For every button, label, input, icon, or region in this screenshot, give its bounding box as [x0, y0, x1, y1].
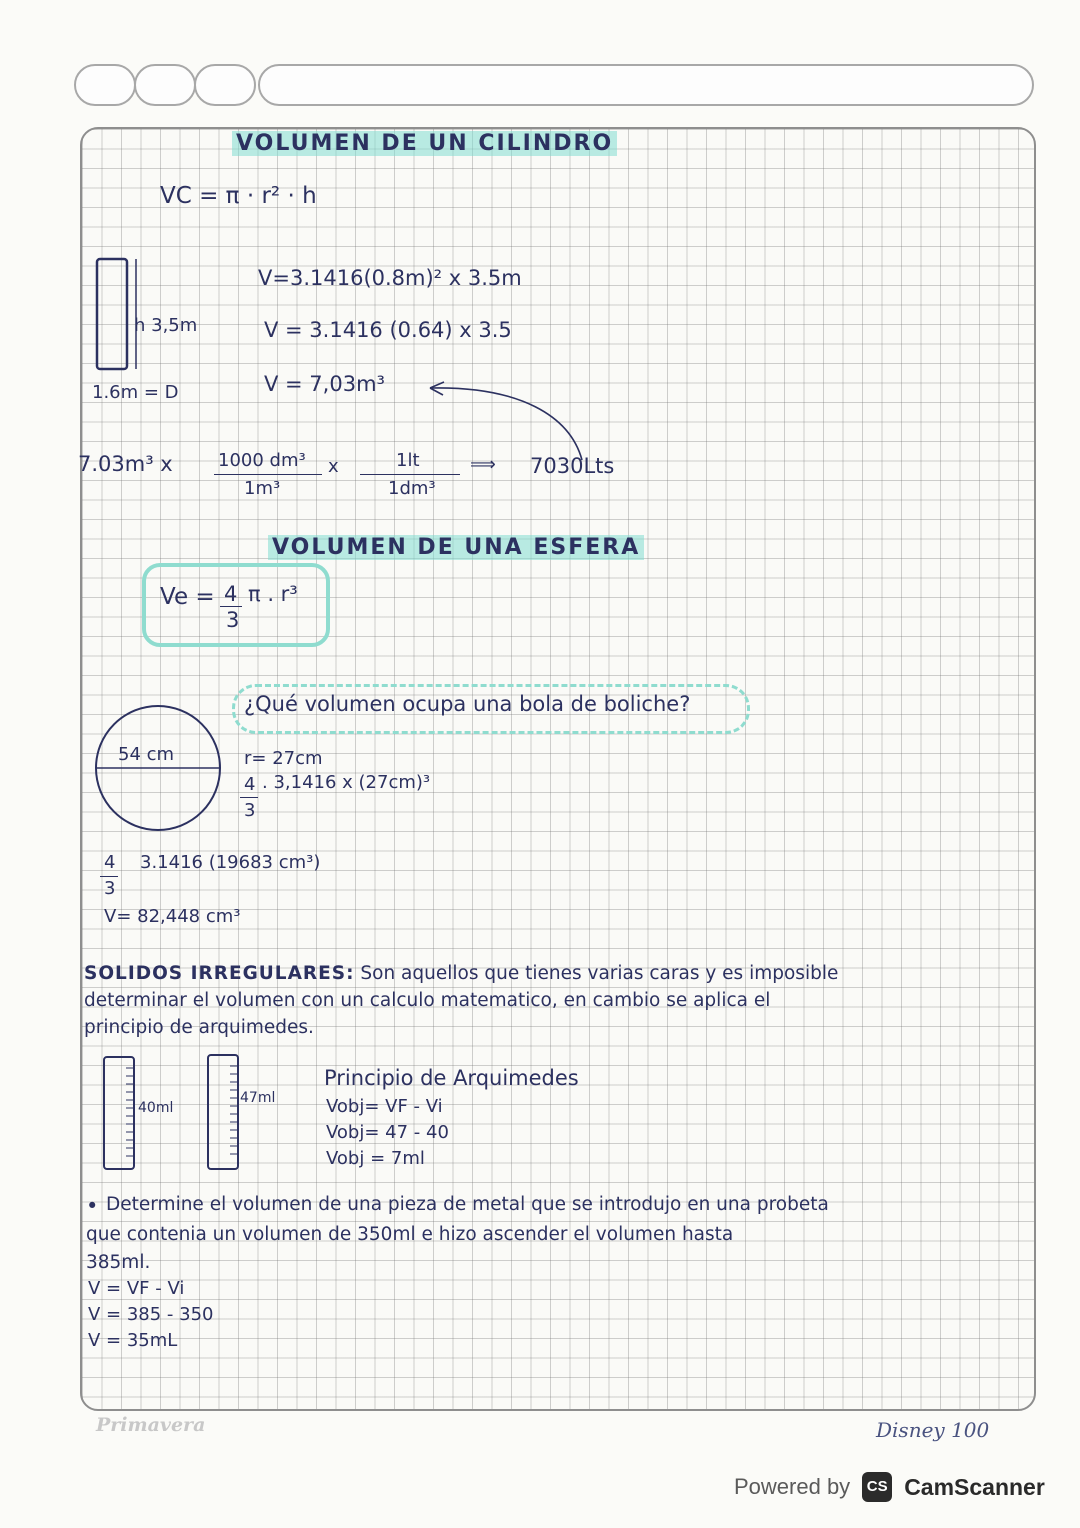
- sphere-radius: r= 27cm: [244, 748, 323, 769]
- cylinder-2-label: 47ml: [240, 1090, 276, 1106]
- sphere-calc2-num: 4: [104, 852, 116, 873]
- cylinder-step-1: V=3.1416(0.8m)² x 3.5m: [258, 266, 522, 290]
- irregular-line-3: principio de arquimedes.: [84, 1017, 314, 1038]
- sphere-calc-rest: . 3,1416 x (27cm)³: [262, 772, 431, 793]
- brand-logo-right: Disney 100: [876, 1418, 990, 1442]
- cylinder-step-2: V = 3.1416 (0.64) x 3.5: [264, 318, 512, 342]
- notebook-tab-3: [194, 64, 256, 106]
- cylinder-height-label: h 3,5m: [134, 315, 198, 336]
- conversion-result: 7030Lts: [530, 454, 615, 478]
- sphere-drawing: [94, 700, 230, 836]
- irregular-heading: SOLIDOS IRREGULARES:: [84, 963, 355, 984]
- cylinder-1-label: 40ml: [138, 1100, 174, 1116]
- exercise-line-1: Determine el volumen de una pieza de metal que se introdujo en una probeta: [106, 1194, 829, 1215]
- powered-by-text: Powered by: [734, 1474, 851, 1499]
- cylinder-step-3: V = 7,03m³: [264, 372, 385, 396]
- sphere-formula-num: 4: [224, 582, 238, 606]
- sphere-diameter-label: 54 cm: [118, 744, 175, 765]
- brand-logo-left: Primavera: [96, 1414, 206, 1436]
- cylinder-diameter-label: 1.6m = D: [92, 382, 179, 403]
- exercise-step-2: V = 385 - 350: [88, 1304, 214, 1325]
- exercise-step-1: V = VF - Vi: [88, 1278, 185, 1299]
- cylinder-title: VOLUMEN DE UN CILINDRO: [232, 131, 617, 156]
- sphere-formula-lhs: Ve =: [160, 584, 215, 610]
- cylinder-shape: [97, 259, 127, 369]
- principle-line-3: Vobj = 7ml: [326, 1148, 425, 1169]
- principle-line-1: Vobj= VF - Vi: [326, 1096, 443, 1117]
- exercise-line-2: que contenia un volumen de 350ml e hizo ascender el volumen hasta: [86, 1224, 734, 1245]
- conversion-left: 7.03m³ x: [78, 452, 173, 476]
- sphere-calc-den: 3: [244, 800, 256, 821]
- camscanner-watermark: [734, 1472, 1045, 1502]
- conversion-frac1-num: 1000 dm³: [218, 450, 306, 471]
- conversion-frac2-num: 1lt: [396, 450, 420, 471]
- conversion-arrow-icon: ⟹: [470, 454, 496, 475]
- camscanner-icon: CS: [862, 1472, 892, 1502]
- sphere-result: V= 82,448 cm³: [104, 906, 241, 927]
- exercise-step-3: V = 35mL: [88, 1330, 178, 1351]
- sphere-formula-den: 3: [226, 608, 240, 632]
- graduated-cylinder-2: [200, 1052, 260, 1174]
- sphere-calc-bar: [240, 797, 258, 798]
- conversion-frac2-den: 1dm³: [388, 478, 436, 499]
- sphere-formula-rhs: π . r³: [248, 582, 298, 606]
- exercise-line-3: 385ml.: [86, 1252, 151, 1273]
- sphere-title: VOLUMEN DE UNA ESFERA: [268, 535, 644, 560]
- irregular-line-1: Son aquellos que tienes varias caras y es imposible: [360, 963, 839, 984]
- conversion-frac2-bar: [360, 474, 460, 475]
- conversion-frac1-bar: [214, 474, 322, 475]
- principle-title: Principio de Arquimedes: [324, 1066, 579, 1090]
- irregular-text: [84, 960, 1034, 1041]
- irregular-line-2: determinar el volumen con un calculo matematico, en cambio se aplica el: [84, 990, 771, 1011]
- notebook-tab-2: [134, 64, 196, 106]
- cylinder-formula: VC = π · r² · h: [160, 183, 317, 209]
- sphere-calc2-rest: 3.1416 (19683 cm³): [140, 852, 321, 873]
- sphere-formula-bar: [220, 606, 242, 607]
- notebook-tab-1: [74, 64, 136, 106]
- sphere-calc2-bar: [100, 876, 118, 877]
- conversion-times: x: [328, 456, 339, 477]
- curved-arrow: [410, 376, 590, 466]
- exercise-bullet: •: [86, 1194, 99, 1218]
- principle-line-2: Vobj= 47 - 40: [326, 1122, 449, 1143]
- sphere-calc2-den: 3: [104, 878, 116, 899]
- camscanner-text: CamScanner: [904, 1473, 1045, 1500]
- notebook-header-bar: [258, 64, 1034, 106]
- conversion-frac1-den: 1m³: [244, 478, 281, 499]
- sphere-question: ¿Qué volumen ocupa una bola de boliche?: [244, 692, 691, 716]
- sphere-calc-num: 4: [244, 774, 256, 795]
